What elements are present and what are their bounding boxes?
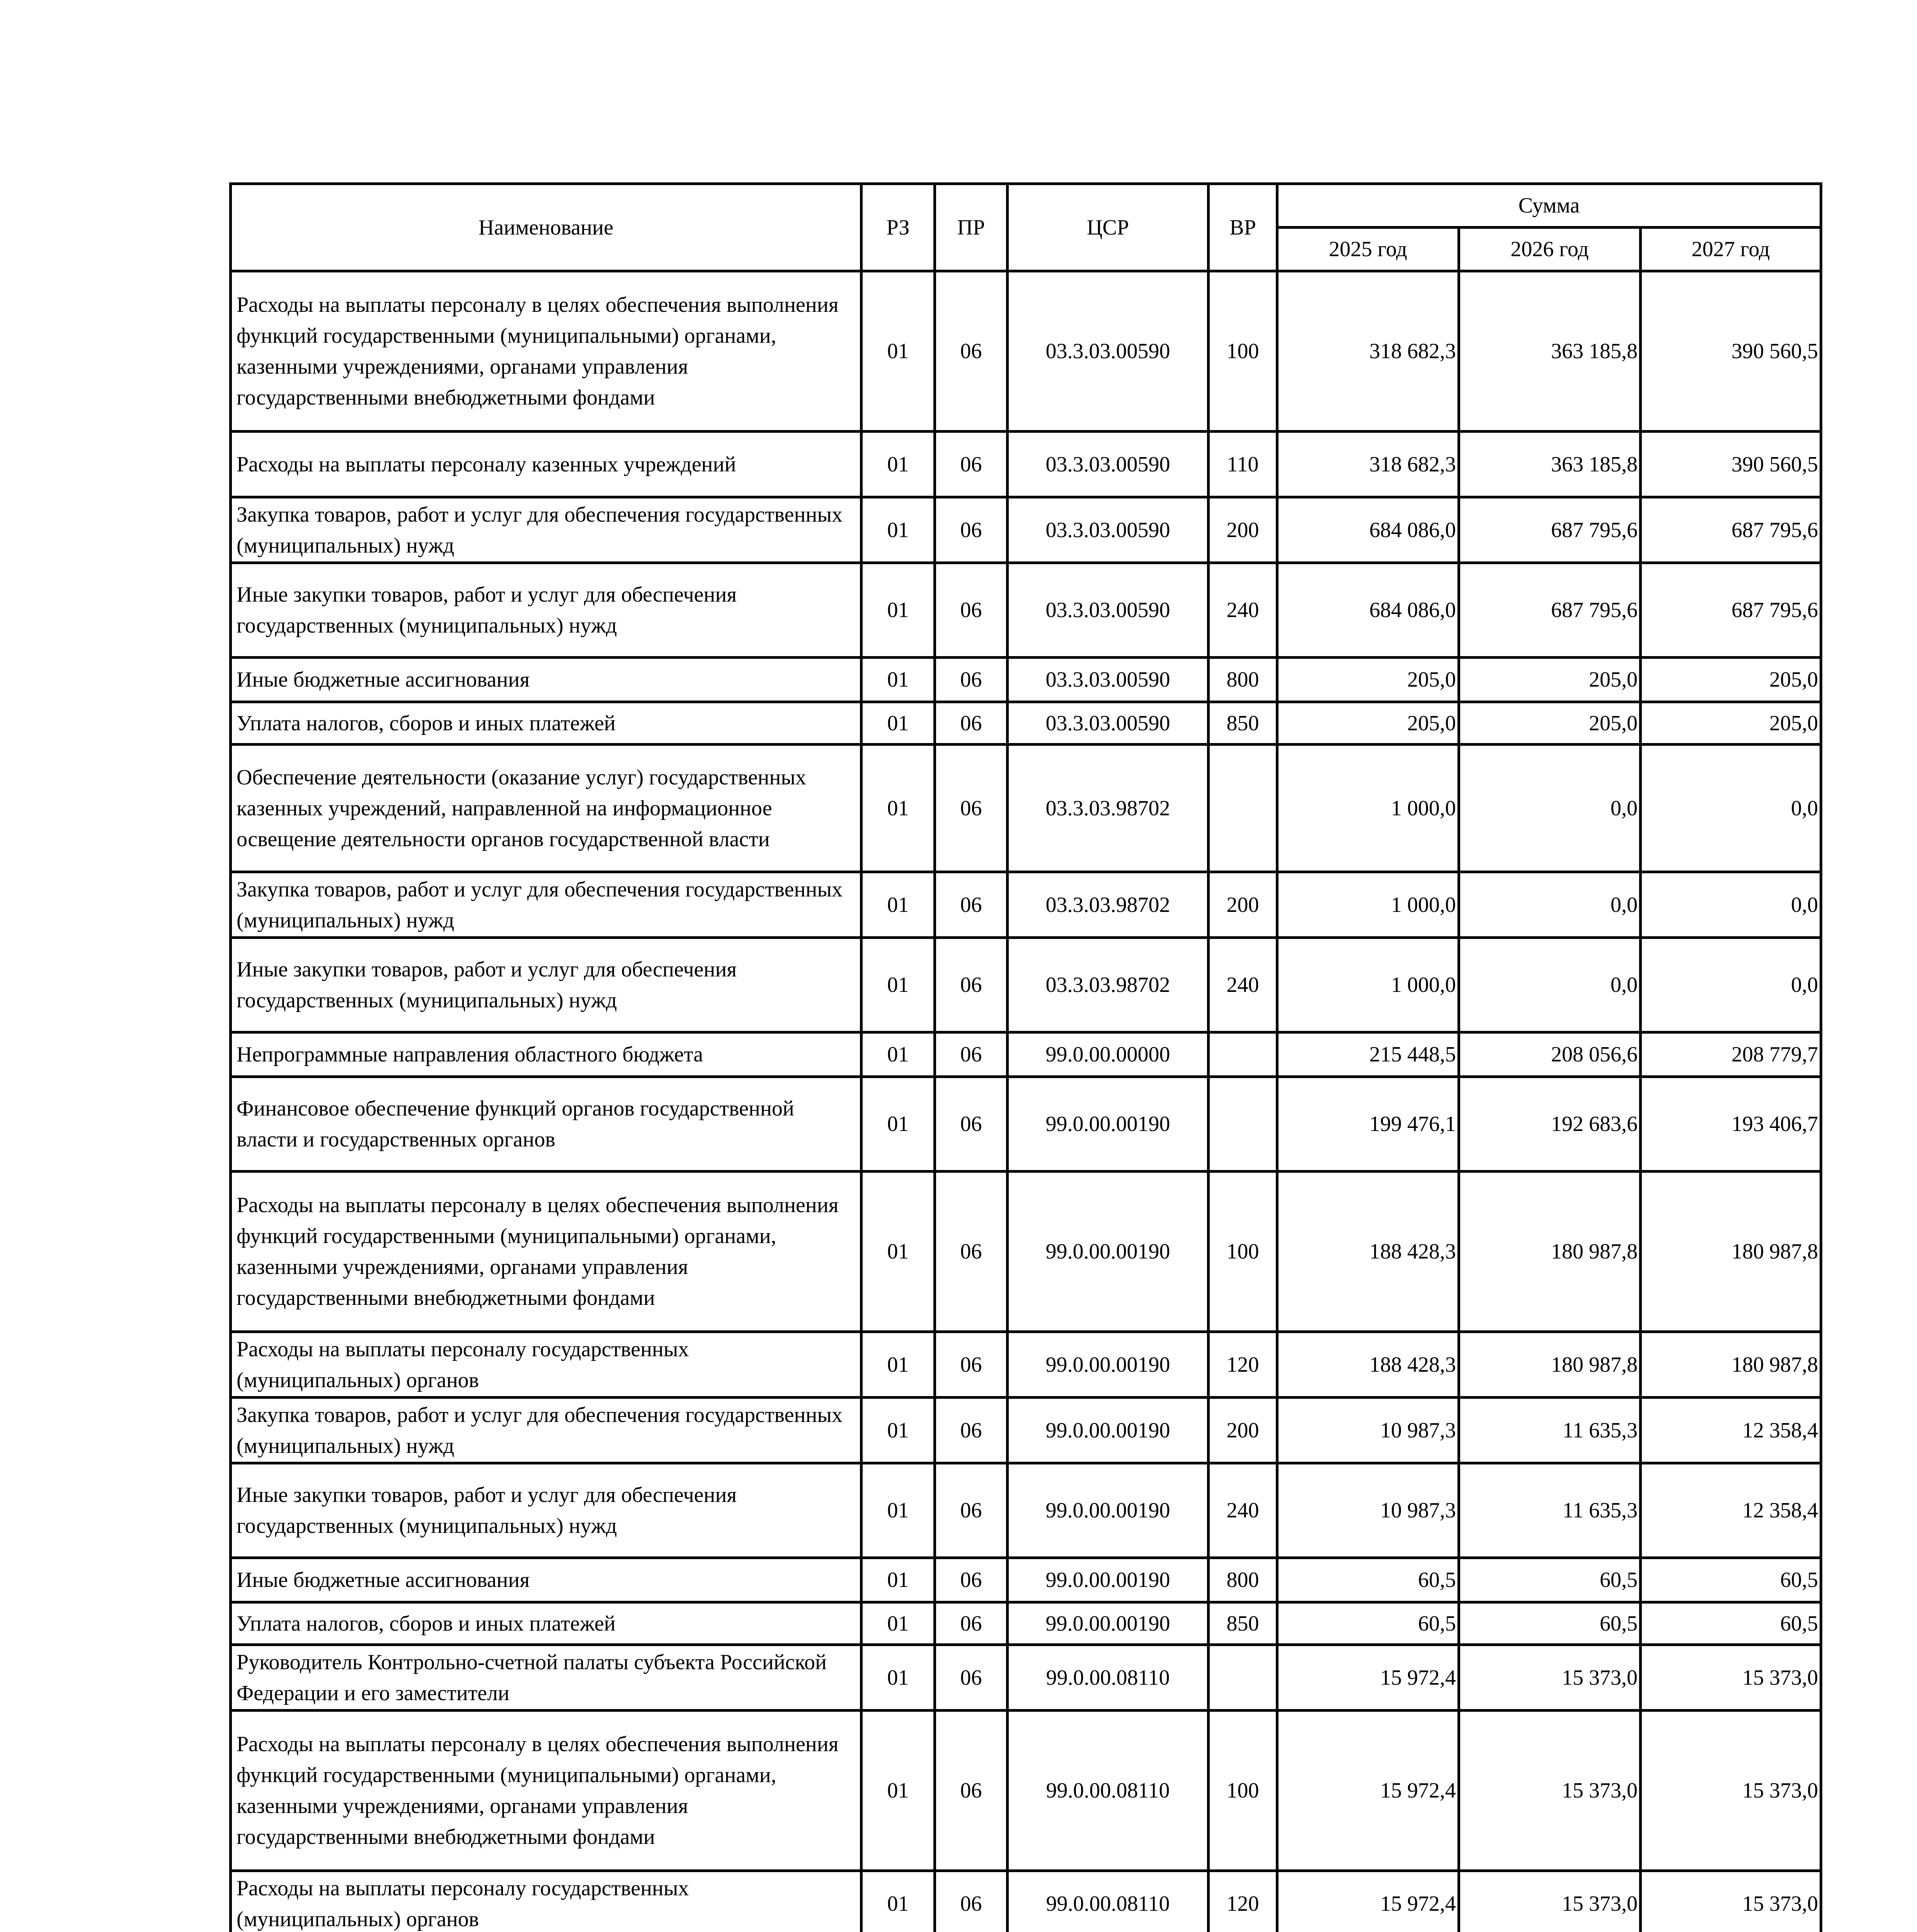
header-year-2025: 2025 год	[1277, 228, 1459, 271]
row-rz: 01	[861, 1398, 935, 1463]
row-csr: 03.3.03.00590	[1008, 271, 1209, 432]
row-sum-2027: 180 987,8	[1641, 1332, 1821, 1398]
row-vr: 850	[1209, 702, 1277, 745]
row-sum-2027: 12 358,4	[1641, 1398, 1821, 1463]
table-row	[231, 1032, 1821, 1077]
row-pr: 06	[935, 563, 1008, 658]
row-pr: 06	[935, 658, 1008, 702]
row-vr: 100	[1209, 1711, 1277, 1871]
row-sum-2025: 60,5	[1277, 1602, 1459, 1645]
row-csr: 03.3.03.00590	[1008, 702, 1209, 745]
row-pr: 06	[935, 872, 1008, 938]
row-sum-2025: 10 987,3	[1277, 1463, 1459, 1558]
row-name: Закупка товаров, работ и услуг для обеспечения государственных (муниципальных) нужд	[231, 1398, 861, 1463]
row-sum-2026: 363 185,8	[1459, 432, 1641, 497]
row-csr: 03.3.03.00590	[1008, 658, 1209, 702]
table-header	[231, 184, 1821, 271]
row-sum-2027: 15 373,0	[1641, 1711, 1821, 1871]
row-sum-2026: 0,0	[1459, 872, 1641, 938]
row-rz: 01	[861, 1602, 935, 1645]
row-sum-2027: 0,0	[1641, 872, 1821, 938]
row-name: Расходы на выплаты персоналу государственных (муниципальных) органов	[231, 1332, 861, 1398]
row-sum-2025: 188 428,3	[1277, 1332, 1459, 1398]
row-name: Уплата налогов, сборов и иных платежей	[231, 702, 861, 745]
row-pr: 06	[935, 1332, 1008, 1398]
row-vr: 240	[1209, 1463, 1277, 1558]
row-pr: 06	[935, 497, 1008, 563]
row-name: Расходы на выплаты персоналу казенных учреждений	[231, 432, 861, 497]
header-csr: ЦСР	[1008, 184, 1209, 271]
row-sum-2025: 684 086,0	[1277, 563, 1459, 658]
row-sum-2027: 60,5	[1641, 1558, 1821, 1602]
row-pr: 06	[935, 938, 1008, 1032]
row-vr	[1209, 1077, 1277, 1172]
row-sum-2027: 205,0	[1641, 702, 1821, 745]
row-vr	[1209, 745, 1277, 872]
row-csr: 03.3.03.98702	[1008, 745, 1209, 872]
header-vr: ВР	[1209, 184, 1277, 271]
row-sum-2025: 205,0	[1277, 658, 1459, 702]
row-sum-2025: 318 682,3	[1277, 432, 1459, 497]
row-sum-2025: 215 448,5	[1277, 1032, 1459, 1077]
table-row	[231, 1172, 1821, 1332]
row-rz: 01	[861, 872, 935, 938]
row-pr: 06	[935, 1172, 1008, 1332]
row-vr: 240	[1209, 938, 1277, 1032]
row-sum-2026: 205,0	[1459, 658, 1641, 702]
row-name: Расходы на выплаты персоналу государственных (муниципальных) органов	[231, 1871, 861, 1932]
table-row	[231, 1463, 1821, 1558]
row-pr: 06	[935, 1398, 1008, 1463]
table-row	[231, 1711, 1821, 1871]
table-row	[231, 432, 1821, 497]
table-body	[231, 271, 1821, 1932]
row-sum-2027: 390 560,5	[1641, 432, 1821, 497]
row-pr: 06	[935, 1558, 1008, 1602]
row-sum-2027: 0,0	[1641, 938, 1821, 1032]
header-pr: ПР	[935, 184, 1008, 271]
row-rz: 01	[861, 938, 935, 1032]
row-sum-2026: 60,5	[1459, 1602, 1641, 1645]
row-vr: 800	[1209, 658, 1277, 702]
row-vr: 800	[1209, 1558, 1277, 1602]
row-sum-2025: 1 000,0	[1277, 872, 1459, 938]
row-rz: 01	[861, 745, 935, 872]
row-sum-2027: 687 795,6	[1641, 497, 1821, 563]
row-sum-2025: 684 086,0	[1277, 497, 1459, 563]
row-rz: 01	[861, 1172, 935, 1332]
row-sum-2025: 1 000,0	[1277, 938, 1459, 1032]
row-name: Расходы на выплаты персоналу в целях обеспечения выполнения функций государственными (муниципальными) органами, казенными учреждениями, органами управления государственными внебюджетными фондами	[231, 271, 861, 432]
row-sum-2025: 15 972,4	[1277, 1645, 1459, 1711]
row-vr: 120	[1209, 1332, 1277, 1398]
row-vr: 100	[1209, 1172, 1277, 1332]
row-rz: 01	[861, 497, 935, 563]
row-csr: 99.0.00.00190	[1008, 1398, 1209, 1463]
row-csr: 03.3.03.00590	[1008, 432, 1209, 497]
table-row	[231, 702, 1821, 745]
row-sum-2027: 15 373,0	[1641, 1645, 1821, 1711]
row-sum-2026: 205,0	[1459, 702, 1641, 745]
row-vr: 200	[1209, 872, 1277, 938]
row-rz: 01	[861, 1871, 935, 1932]
row-csr: 03.3.03.00590	[1008, 563, 1209, 658]
row-sum-2026: 192 683,6	[1459, 1077, 1641, 1172]
row-sum-2027: 208 779,7	[1641, 1032, 1821, 1077]
row-csr: 99.0.00.00190	[1008, 1463, 1209, 1558]
table-row	[231, 1332, 1821, 1398]
row-name: Иные закупки товаров, работ и услуг для обеспечения государственных (муниципальных) нужд	[231, 563, 861, 658]
table-row	[231, 1645, 1821, 1711]
row-sum-2026: 11 635,3	[1459, 1398, 1641, 1463]
row-name: Закупка товаров, работ и услуг для обеспечения государственных (муниципальных) нужд	[231, 872, 861, 938]
row-vr: 110	[1209, 432, 1277, 497]
row-name: Расходы на выплаты персоналу в целях обеспечения выполнения функций государственными (муниципальными) органами, казенными учреждениями, органами управления государственными внебюджетными фондами	[231, 1172, 861, 1332]
row-sum-2027: 205,0	[1641, 658, 1821, 702]
header-rz: РЗ	[861, 184, 935, 271]
row-rz: 01	[861, 1645, 935, 1711]
row-name: Закупка товаров, работ и услуг для обеспечения государственных (муниципальных) нужд	[231, 497, 861, 563]
row-sum-2025: 10 987,3	[1277, 1398, 1459, 1463]
row-sum-2027: 193 406,7	[1641, 1077, 1821, 1172]
row-csr: 99.0.00.00190	[1008, 1332, 1209, 1398]
row-vr: 120	[1209, 1871, 1277, 1932]
row-vr: 100	[1209, 271, 1277, 432]
row-sum-2026: 11 635,3	[1459, 1463, 1641, 1558]
row-name: Иные закупки товаров, работ и услуг для обеспечения государственных (муниципальных) нужд	[231, 1463, 861, 1558]
row-pr: 06	[935, 1077, 1008, 1172]
row-name: Обеспечение деятельности (оказание услуг) государственных казенных учреждений, направленной на информационное освещение деятельности органов государственной власти	[231, 745, 861, 872]
row-rz: 01	[861, 658, 935, 702]
row-sum-2026: 180 987,8	[1459, 1172, 1641, 1332]
row-rz: 01	[861, 1558, 935, 1602]
table-row	[231, 1558, 1821, 1602]
table-row	[231, 271, 1821, 432]
row-pr: 06	[935, 1645, 1008, 1711]
row-sum-2025: 199 476,1	[1277, 1077, 1459, 1172]
row-pr: 06	[935, 1463, 1008, 1558]
row-sum-2027: 12 358,4	[1641, 1463, 1821, 1558]
row-pr: 06	[935, 271, 1008, 432]
row-rz: 01	[861, 1332, 935, 1398]
table-row	[231, 745, 1821, 872]
table-row	[231, 938, 1821, 1032]
row-name: Иные бюджетные ассигнования	[231, 1558, 861, 1602]
row-csr: 99.0.00.08110	[1008, 1645, 1209, 1711]
row-vr: 850	[1209, 1602, 1277, 1645]
row-vr	[1209, 1032, 1277, 1077]
row-pr: 06	[935, 1032, 1008, 1077]
row-csr: 99.0.00.00190	[1008, 1172, 1209, 1332]
row-sum-2027: 687 795,6	[1641, 563, 1821, 658]
row-csr: 99.0.00.00190	[1008, 1558, 1209, 1602]
row-sum-2027: 180 987,8	[1641, 1172, 1821, 1332]
row-sum-2026: 60,5	[1459, 1558, 1641, 1602]
row-sum-2027: 15 373,0	[1641, 1871, 1821, 1932]
row-sum-2026: 687 795,6	[1459, 497, 1641, 563]
row-rz: 01	[861, 702, 935, 745]
row-pr: 06	[935, 1711, 1008, 1871]
header-year-2026: 2026 год	[1459, 228, 1641, 271]
header-year-2027: 2027 год	[1641, 228, 1821, 271]
row-sum-2025: 60,5	[1277, 1558, 1459, 1602]
row-sum-2025: 318 682,3	[1277, 271, 1459, 432]
row-rz: 01	[861, 563, 935, 658]
table-row	[231, 658, 1821, 702]
row-rz: 01	[861, 432, 935, 497]
header-sum: Сумма	[1277, 184, 1821, 228]
row-rz: 01	[861, 1032, 935, 1077]
row-pr: 06	[935, 432, 1008, 497]
row-sum-2026: 0,0	[1459, 938, 1641, 1032]
row-csr: 03.3.03.00590	[1008, 497, 1209, 563]
budget-table	[229, 182, 1822, 1932]
table-row	[231, 1871, 1821, 1932]
row-rz: 01	[861, 1077, 935, 1172]
row-name: Иные закупки товаров, работ и услуг для обеспечения государственных (муниципальных) нужд	[231, 938, 861, 1032]
row-csr: 99.0.00.00190	[1008, 1077, 1209, 1172]
row-name: Руководитель Контрольно-счетной палаты субъекта Российской Федерации и его заместители	[231, 1645, 861, 1711]
row-sum-2027: 390 560,5	[1641, 271, 1821, 432]
row-sum-2025: 15 972,4	[1277, 1711, 1459, 1871]
row-vr: 200	[1209, 1398, 1277, 1463]
row-name: Расходы на выплаты персоналу в целях обеспечения выполнения функций государственными (муниципальными) органами, казенными учреждениями, органами управления государственными внебюджетными фондами	[231, 1711, 861, 1871]
row-rz: 01	[861, 1463, 935, 1558]
row-sum-2025: 15 972,4	[1277, 1871, 1459, 1932]
row-pr: 06	[935, 1871, 1008, 1932]
row-rz: 01	[861, 271, 935, 432]
table-row	[231, 1602, 1821, 1645]
table-row	[231, 563, 1821, 658]
row-sum-2025: 205,0	[1277, 702, 1459, 745]
table-row	[231, 1398, 1821, 1463]
row-csr: 03.3.03.98702	[1008, 872, 1209, 938]
table-row	[231, 1077, 1821, 1172]
row-pr: 06	[935, 1602, 1008, 1645]
row-csr: 99.0.00.08110	[1008, 1711, 1209, 1871]
row-sum-2025: 188 428,3	[1277, 1172, 1459, 1332]
row-csr: 03.3.03.98702	[1008, 938, 1209, 1032]
row-sum-2026: 180 987,8	[1459, 1332, 1641, 1398]
row-vr	[1209, 1645, 1277, 1711]
row-csr: 99.0.00.08110	[1008, 1871, 1209, 1932]
row-name: Иные бюджетные ассигнования	[231, 658, 861, 702]
row-name: Непрограммные направления областного бюджета	[231, 1032, 861, 1077]
table-row	[231, 872, 1821, 938]
row-vr: 200	[1209, 497, 1277, 563]
row-sum-2026: 687 795,6	[1459, 563, 1641, 658]
row-sum-2026: 208 056,6	[1459, 1032, 1641, 1077]
row-sum-2026: 363 185,8	[1459, 271, 1641, 432]
row-vr: 240	[1209, 563, 1277, 658]
row-rz: 01	[861, 1711, 935, 1871]
row-csr: 99.0.00.00000	[1008, 1032, 1209, 1077]
row-sum-2027: 0,0	[1641, 745, 1821, 872]
row-sum-2026: 15 373,0	[1459, 1645, 1641, 1711]
row-sum-2026: 0,0	[1459, 745, 1641, 872]
row-pr: 06	[935, 745, 1008, 872]
row-sum-2026: 15 373,0	[1459, 1711, 1641, 1871]
table-row	[231, 497, 1821, 563]
row-sum-2026: 15 373,0	[1459, 1871, 1641, 1932]
row-csr: 99.0.00.00190	[1008, 1602, 1209, 1645]
header-name: Наименование	[231, 184, 861, 271]
row-name: Уплата налогов, сборов и иных платежей	[231, 1602, 861, 1645]
row-sum-2027: 60,5	[1641, 1602, 1821, 1645]
row-sum-2025: 1 000,0	[1277, 745, 1459, 872]
row-name: Финансовое обеспечение функций органов государственной власти и государственных органов	[231, 1077, 861, 1172]
row-pr: 06	[935, 702, 1008, 745]
